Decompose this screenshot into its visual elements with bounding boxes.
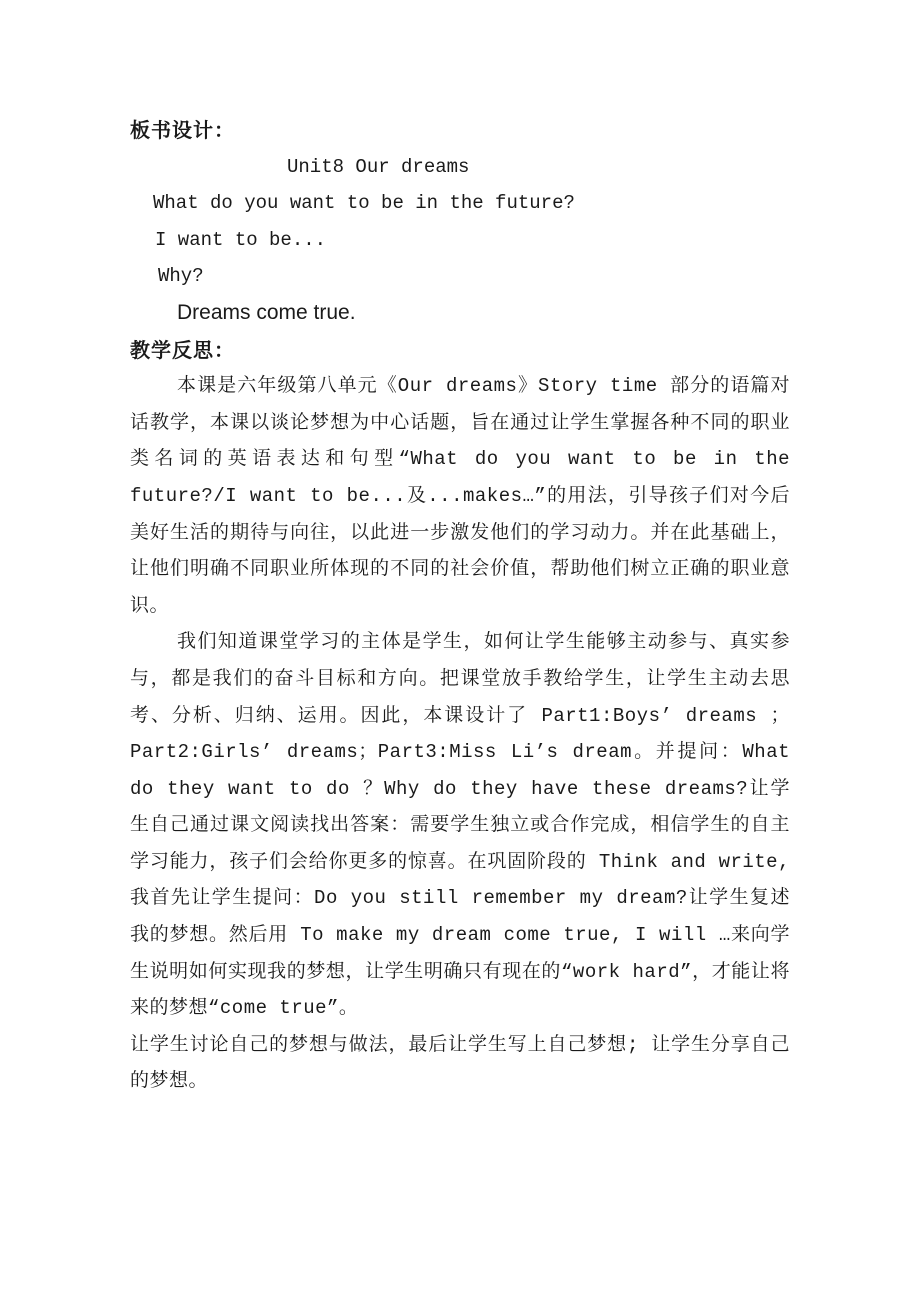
board-line-question: What do you want to be in the future? bbox=[153, 192, 575, 215]
reflection-paragraph-3: 让学生讨论自己的梦想与做法，最后让学生写上自己梦想; 让学生分享自己的梦想。 bbox=[130, 1033, 790, 1093]
reflection-heading: 教学反思： bbox=[130, 337, 235, 362]
board-line-answer: I want to be... bbox=[155, 228, 327, 251]
board-line-why: Why? bbox=[158, 265, 204, 288]
board-line-slogan: Dreams come true. bbox=[177, 300, 356, 324]
board-design-heading: 板书设计： bbox=[130, 118, 235, 142]
reflection-paragraph-1: 本课是六年级第八单元《Our dreams》Story time 部分的语篇对话教学，本课以谈论梦想为中心话题，旨在通过让学生掌握各种不同的职业类名词的英语表达和句型“What do you want to be in the future?/I want to be...及...makes…”的用法，引导孩子们对今后美好生活的期待与向往，以此进一步激发他们的学习动力。并在此基础上，让他们明确不同职业所体现的不同的社会价值，帮助他们树立正确的职业意识。 bbox=[130, 375, 790, 617]
document-content bbox=[130, 112, 790, 1100]
reflection-paragraph-2: 我们知道课堂学习的主体是学生，如何让学生能够主动参与、真实参与，都是我们的奋斗目标和方向。把课堂放手教给学生，让学生主动去思考、分析、归纳、运用。因此，本课设计了 Part1:Boys’ dreams ；Part2:Girls’ dreams；Part3:Miss Li’s dream。并提问：What do they want to do ？Why do they have these dreams?让学生自己通过课文阅读找出答案：需要学生独立或合作完成，相信学生的自主学习能力，孩子们会给你更多的惊喜。在巩固阶段的 Think and write,我首先让学生提问：Do you still remember my dream?让学生复述我的梦想。然后用 To make my dream come true, I will …来向学生说明如何实现我的梦想，让学生明确只有现在的“work hard”，才能让将来的梦想“come true”。 bbox=[130, 631, 790, 1020]
board-unit-title: Unit8 Our dreams bbox=[287, 155, 470, 178]
